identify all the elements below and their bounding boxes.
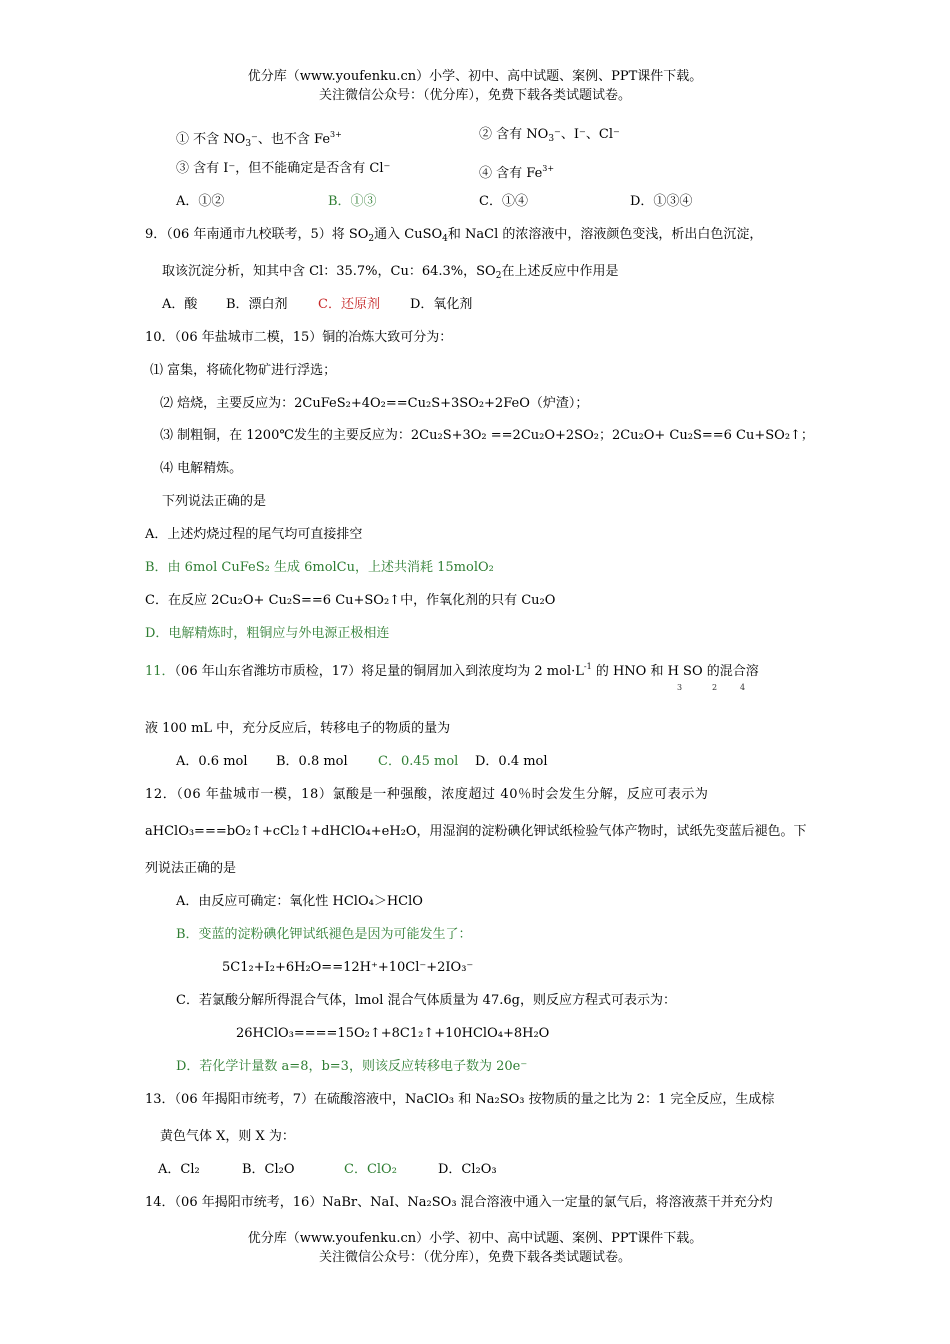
- q12-choice-c: C．若氯酸分解所得混合气体，lmol 混合气体质量为 47.6g，则反应方程式可表示为：: [176, 993, 676, 1008]
- q13-choice-c: C．ClO₂: [344, 1162, 397, 1177]
- q9-stem-line-1: 9．（06 年南通市九校联考，5）将 $SO_2$通入 CuSO$_4$和 NaCl 的浓溶液中，溶液颜色变浅，析出白色沉淀，: [145, 227, 763, 244]
- q10-choice-c: C．在反应 2Cu₂O+ Cu₂S==6 Cu+SO₂↑中，作氧化剂的只有 Cu₂O: [145, 593, 556, 608]
- q9-choice-d: D．氧化剂: [410, 297, 473, 312]
- q12-stem-line-1: 12．（06 年盐城市一模，18）氯酸是一种强酸，浓度超过 40％时会发生分解，反应可表示为: [145, 787, 709, 802]
- q13-choice-d: D．Cl₂O₃: [438, 1162, 497, 1177]
- q13-stem-line-1: 13．（06 年揭阳市统考，7）在硫酸溶液中，NaClO₃ 和 Na₂SO₃ 按物质的量之比为 2：1 完全反应，生成棕: [145, 1092, 775, 1107]
- q10-step-2: ⑵ 焙烧，主要反应为：2CuFeS₂+4O₂==Cu₂S+3SO₂+2FeO（炉渣）；: [160, 396, 589, 411]
- q11-stem-line-1: 11．（06 年山东省潍坊市质检，17）将足量的铜屑加入到浓度均为 2 $mol\cdot L^{-1}$ 的 HNO 和 H SO 的混合溶: [145, 662, 759, 679]
- q11-subscript-3: 3: [677, 683, 683, 692]
- q9-choice-c: C．还原剂: [318, 297, 380, 312]
- q13-choice-b: B．Cl₂O: [242, 1162, 295, 1177]
- q8-option-4: ④ 含有 $Fe^{3+}$: [479, 164, 555, 181]
- q8-option-1: ① 不含 $NO_3^-$、也不含 $Fe^{3+}$: [176, 130, 342, 149]
- header-line-2: 关注微信公众号：（优分库），免费下载各类试题试卷。: [318, 88, 631, 103]
- q8-option-2: ② 含有 $NO_3^-$、I⁻、Cl⁻: [479, 127, 620, 144]
- q10-step-3: ⑶ 制粗铜，在 1200℃发生的主要反应为：2Cu₂S+3O₂ ==2Cu₂O+2SO₂；2Cu₂O+ Cu₂S==6 Cu+SO₂↑；: [160, 428, 814, 443]
- q12-stem-line-2: aHClO₃===bO₂↑+cCl₂↑+dHClO₄+eH₂O，用湿润的淀粉碘化钾试纸检验气体产物时，试纸先变蓝后褪色。下: [145, 824, 807, 839]
- q12-choice-b-equation: 5C1₂+I₂+6H₂O==12H⁺+10Cl⁻+2IO₃⁻: [222, 960, 474, 975]
- q12-choice-d: D．若化学计量数 a=8，b=3，则该反应转移电子数为 20e⁻: [176, 1059, 528, 1074]
- q11-choice-b: B．0.8 mol: [276, 754, 348, 769]
- q9-choice-a: A．酸: [162, 297, 198, 312]
- q11-choice-d: D．0.4 mol: [475, 754, 548, 769]
- footer-line-1: 优分库（www.youfenku.cn）小学、初中、高中试题、案例、PPT课件下载。: [247, 1231, 703, 1246]
- q8-choice-a: A．①②: [176, 194, 225, 209]
- q8-option-3: ③ 含有 I⁻，但不能确定是否含有 Cl⁻: [176, 161, 391, 176]
- q9-stem-line-2: 取该沉淀分析，知其中含 Cl：35.7%，Cu：64.3%，$SO_2$在上述反应中作用是: [162, 264, 619, 281]
- q8-choice-b: B．①③: [328, 194, 377, 209]
- q11-stem-line-2: 液 100 mL 中，充分反应后，转移电子的物质的量为: [145, 721, 451, 736]
- q13-stem-line-2: 黄色气体 X，则 X 为：: [160, 1129, 295, 1144]
- q10-choice-d: D．电解精炼时，粗铜应与外电源正极相连: [145, 626, 390, 641]
- q9-choice-b: B．漂白剂: [226, 297, 288, 312]
- q10-question: 下列说法正确的是: [162, 494, 267, 509]
- q11-choice-c: C．0.45 mol: [378, 754, 459, 769]
- header-line-1: 优分库（www.youfenku.cn）小学、初中、高中试题、案例、PPT课件下载。: [247, 69, 703, 84]
- q10-choice-b: B．由 6mol CuFeS₂ 生成 6molCu，上述共消耗 15molO₂: [145, 560, 494, 575]
- q13-choice-a: A．Cl₂: [158, 1162, 200, 1177]
- q11-subscript-4: 4: [740, 683, 746, 692]
- q10-stem: 10．（06 年盐城市二模，15）铜的冶炼大致可分为：: [145, 330, 453, 345]
- footer-line-2: 关注微信公众号：（优分库），免费下载各类试题试卷。: [318, 1250, 631, 1265]
- q12-choice-c-equation: 26HClO₃====15O₂↑+8C1₂↑+10HClO₄+8H₂O: [236, 1026, 550, 1041]
- q10-step-4: ⑷ 电解精炼。: [160, 461, 243, 476]
- q12-stem-line-3: 列说法正确的是: [145, 861, 237, 876]
- q8-choice-d: D．①③④: [630, 194, 693, 209]
- q11-choice-a: A．0.6 mol: [176, 754, 248, 769]
- q12-choice-a: A．由反应可确定：氧化性 HClO₄＞HClO: [176, 894, 423, 909]
- q8-choice-c: C．①④: [479, 194, 528, 209]
- q10-choice-a: A．上述灼烧过程的尾气均可直接排空: [145, 527, 363, 542]
- q12-choice-b: B．变蓝的淀粉碘化钾试纸褪色是因为可能发生了：: [176, 927, 472, 942]
- q11-subscript-2: 2: [712, 683, 718, 692]
- q10-step-1: ⑴ 富集，将硫化物矿进行浮选；: [150, 363, 337, 378]
- q14-stem-line-1: 14．（06 年揭阳市统考，16）NaBr、NaI、Na₂SO₃ 混合溶液中通入一定量的氯气后，将溶液蒸干并充分灼: [145, 1195, 773, 1210]
